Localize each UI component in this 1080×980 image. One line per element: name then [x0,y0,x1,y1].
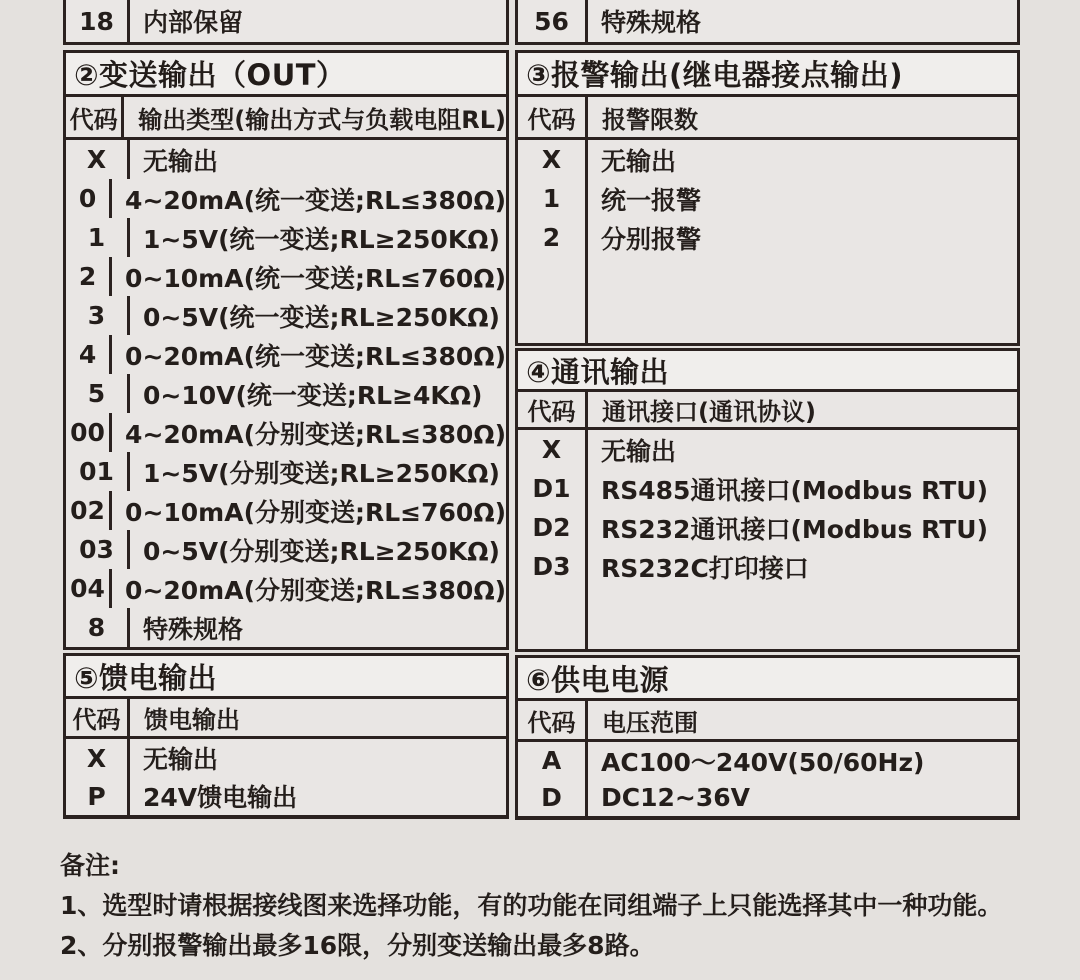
code-cell: 18 [66,0,130,42]
notes-block [60,846,1070,966]
desc-cell: RS485通讯接口(Modbus RTU) [601,475,988,505]
code-cell: 56 [518,0,588,42]
code-cell: 02 [66,491,112,530]
desc-cell: RS232C打印接口 [601,553,809,583]
note-item: 1、选型时请根据接线图来选择功能，有的功能在同组端子上只能选择其中一种功能。 [60,891,1003,920]
table-row [66,608,506,647]
code-cell: 4 [66,335,112,374]
table-row [66,530,506,569]
code-cell: 3 [66,296,130,335]
desc-cell: DC12~36V [601,783,750,812]
desc-cell: 0~5V(统一变送;RL≥250KΩ) [143,302,500,332]
table-header-row [66,97,506,140]
table-header-row [518,392,1017,430]
desc-header-cell: 输出类型(输出方式与负载电阻RL) [138,105,506,134]
code-cell: X [518,140,588,179]
section-title-text: ⑤馈电输出 [74,660,218,695]
section-title-text: ⑥供电电源 [526,662,670,697]
table-row [518,779,1017,816]
table-row [66,452,506,491]
desc-cell: 0~10mA(统一变送;RL≤760Ω) [125,263,506,293]
desc-cell: 0~5V(分别变送;RL≥250KΩ) [143,536,500,566]
desc-cell: 内部保留 [143,8,244,37]
code-cell: D2 [518,508,588,547]
desc-cell: 0~20mA(统一变送;RL≤380Ω) [125,341,506,371]
code-cell: 5 [66,374,130,413]
table-row [518,430,1017,469]
section-title-text: ④通讯输出 [526,354,670,389]
section-title-text: ②变送输出（OUT） [74,58,346,92]
desc-cell: 统一报警 [601,185,702,215]
code-cell: X [518,430,588,469]
code-header-cell: 代码 [518,97,588,137]
section-title-comm [515,348,1020,392]
table-row [66,140,506,179]
feed-table [63,699,509,819]
notes-title: 备注: [60,851,120,880]
table-row [518,140,1017,179]
desc-cell: 特殊规格 [601,8,702,37]
desc-cell: RS232通讯接口(Modbus RTU) [601,514,988,544]
desc-cell: 0~20mA(分别变送;RL≤380Ω) [125,575,506,605]
table-header-row [518,97,1017,140]
table-filler-row [518,257,1017,343]
code-cell: 8 [66,608,130,647]
desc-cell [588,257,1017,343]
table-row [66,374,506,413]
code-cell [518,586,588,649]
right-column [515,0,1020,820]
desc-header-cell: 馈电输出 [144,706,240,734]
desc-cell: 0~10mA(分别变送;RL≤760Ω) [125,497,506,527]
transmission-table [63,97,509,650]
desc-header-cell: 报警限数 [602,105,698,134]
desc-cell: AC100～240V(50/60Hz) [601,747,925,777]
left-column [63,0,509,819]
code-cell: 2 [518,218,588,257]
desc-cell: 4~20mA(分别变送;RL≤380Ω) [125,419,506,449]
desc-cell: 1~5V(分别变送;RL≥250KΩ) [143,458,500,488]
table-row [66,413,506,452]
table-row [66,218,506,257]
desc-cell: 无输出 [143,146,219,176]
alarm-table [515,97,1020,346]
table-header-row [518,701,1017,742]
desc-cell: 无输出 [143,745,219,774]
code-cell: P [66,777,130,815]
table-row [66,179,506,218]
desc-cell: 无输出 [601,436,677,466]
code-cell: A [518,742,588,779]
code-cell: 0 [66,179,112,218]
code-cell: X [66,140,130,179]
section-title-power [515,655,1020,701]
table-row [66,739,506,777]
code-cell: 2 [66,257,112,296]
code-cell: 03 [66,530,130,569]
code-header-cell: 代码 [66,699,130,736]
table-row [518,179,1017,218]
table-row [66,569,506,608]
desc-cell [588,586,1017,649]
code-header-cell: 代码 [518,392,588,427]
table-row [66,335,506,374]
section-title-alarm [515,50,1020,97]
code-cell: 00 [66,413,112,452]
code-header-cell: 代码 [66,97,124,137]
code-header-cell: 代码 [518,701,588,739]
code-cell: X [66,739,130,777]
code-cell: 1 [518,179,588,218]
power-table [515,701,1020,820]
section-title-feed [63,653,509,699]
desc-cell: 4~20mA(统一变送;RL≤380Ω) [125,185,506,215]
table-row [518,218,1017,257]
note-item: 2、分别报警输出最多16限，分别变送输出最多8路。 [60,931,655,960]
desc-cell: 0~10V(统一变送;RL≥4KΩ) [143,380,483,410]
code-cell [518,257,588,343]
table-row [518,508,1017,547]
code-cell: D [518,779,588,816]
code-cell: D3 [518,547,588,586]
table-row [518,742,1017,779]
table-row [518,547,1017,586]
code-cell: 04 [66,569,112,608]
table-row [66,296,506,335]
section-title-text: ③报警输出(继电器接点输出) [526,58,904,92]
desc-cell: 24V馈电输出 [143,783,298,812]
table-row [63,0,509,45]
table-row [518,469,1017,508]
desc-cell: 1~5V(统一变送;RL≥250KΩ) [143,224,500,254]
desc-cell: 分别报警 [601,224,702,254]
table-row [66,777,506,815]
comm-table [515,392,1020,652]
table-row [66,257,506,296]
code-cell: 1 [66,218,130,257]
table-header-row [66,699,506,739]
desc-header-cell: 电压范围 [602,708,698,737]
table-row [66,491,506,530]
code-cell: 01 [66,452,130,491]
desc-cell: 无输出 [601,146,677,176]
section-title-transmission [63,50,509,97]
table-row [515,0,1020,45]
desc-cell: 特殊规格 [143,614,244,644]
table-filler-row [518,586,1017,649]
code-cell: D1 [518,469,588,508]
desc-header-cell: 通讯接口(通讯协议) [602,398,816,426]
